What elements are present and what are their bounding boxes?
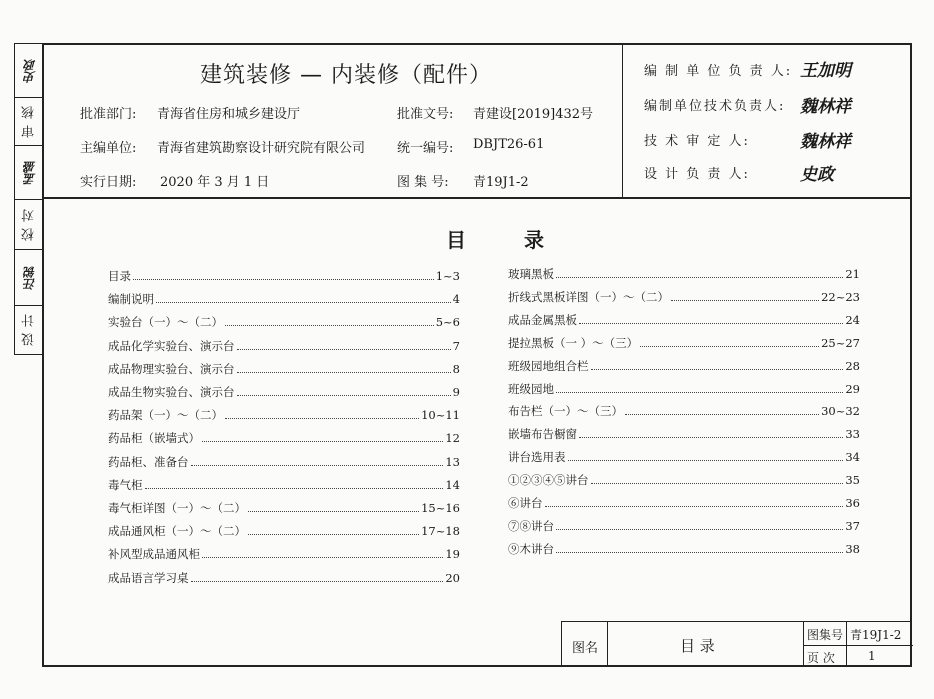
toc-leader-dots xyxy=(191,581,444,582)
serial-label: 统一编号: xyxy=(397,141,454,156)
toc-leader-dots xyxy=(591,483,844,484)
toc-entry-title: ⑦⑧讲台 xyxy=(508,518,554,533)
toc-right-entry xyxy=(508,289,860,305)
toc-entry-title: 成品物理实验台、演示台 xyxy=(108,361,235,376)
design-label-cell xyxy=(15,306,43,354)
toc-entry-page: 35 xyxy=(845,473,860,488)
toc-leader-dots xyxy=(556,277,843,278)
toc-entry-page: 15~16 xyxy=(421,501,460,515)
toc-entry-title: 布告栏（一）～（三） xyxy=(508,404,623,419)
toc-entry-title: 成品通风柜（一）～（二） xyxy=(108,524,246,539)
toc-left-entry xyxy=(108,430,460,446)
toc-right-entry xyxy=(508,426,860,442)
toc-entry-title: 讲台选用表 xyxy=(508,450,566,465)
toc-entry-page: 25~27 xyxy=(821,335,860,350)
review-sig-cell xyxy=(15,44,43,98)
toc-entry-page: 34 xyxy=(845,450,860,465)
toc-leader-dots xyxy=(579,323,843,324)
toc-title-char-2: 录 xyxy=(524,228,546,252)
title-block-page-label: 页 次 xyxy=(807,651,835,665)
toc-leader-dots xyxy=(156,302,451,303)
toc-entry-page: 38 xyxy=(845,541,860,556)
approve-dept-label: 批准部门: xyxy=(80,107,137,122)
toc-entry-title: 编制说明 xyxy=(108,292,154,307)
toc-entry-title: ⑨木讲台 xyxy=(508,541,554,556)
atlas-title: 建筑装修 — 内装修（配件） xyxy=(200,63,492,88)
toc-left-entry xyxy=(108,407,460,423)
toc-entry-title: 毒气柜 xyxy=(108,477,143,492)
toc-leader-dots xyxy=(237,395,451,396)
proof-label-cell xyxy=(15,200,43,250)
review-label-cell xyxy=(15,98,43,146)
toc-right-entry xyxy=(508,518,860,534)
title-block-atlas-label: 图集号 xyxy=(807,628,844,642)
toc-leader-dots xyxy=(556,392,843,393)
toc-entry-page: 20 xyxy=(445,570,460,585)
toc-right-entry xyxy=(508,403,860,419)
toc-entry-page: 30~32 xyxy=(821,404,860,419)
toc-left-entry xyxy=(108,477,460,493)
design-signature: 汪锐 xyxy=(22,265,37,290)
toc-left-entry xyxy=(108,500,460,516)
review-signature: 史政 xyxy=(22,58,37,83)
resp-label-4: 设 计 负 责 人: xyxy=(644,167,750,182)
toc-left-entry xyxy=(108,314,460,330)
toc-right-entry xyxy=(508,312,860,328)
resp-sig-4: 史政 xyxy=(800,165,834,185)
title-block xyxy=(561,621,912,667)
toc-entry-title: 成品生物实验台、演示台 xyxy=(108,385,235,399)
toc-right-entry xyxy=(508,358,860,374)
toc-title xyxy=(446,224,546,253)
toc-entry-page: 29 xyxy=(845,381,860,396)
toc-leader-dots xyxy=(237,349,451,350)
toc-leader-dots xyxy=(248,534,419,535)
toc-left-entry xyxy=(108,454,460,470)
toc-title-char-1: 目 xyxy=(446,228,468,252)
toc-entry-title: 成品语言学习桌 xyxy=(108,570,189,585)
resp-label-1: 编 制 单 位 负 责 人: xyxy=(644,64,793,79)
toc-right-entry xyxy=(508,472,860,488)
editor: 青海省建筑勘察设计研究院有限公司 xyxy=(157,141,366,156)
resp-label-2: 编制单位技术负责人: xyxy=(644,99,786,114)
design-sig-cell xyxy=(15,250,43,306)
toc-entry-title: 实验台（一）～（二） xyxy=(108,315,223,330)
toc-right-entry xyxy=(508,449,860,465)
toc-entry-title: 药品柜（嵌墙式） xyxy=(108,431,200,446)
toc-entry-page: 19 xyxy=(445,547,460,562)
approve-no-label: 批准文号: xyxy=(397,107,454,122)
toc-entry-page: 17~18 xyxy=(421,524,460,539)
toc-leader-dots xyxy=(248,511,419,512)
toc-leader-dots xyxy=(145,488,444,489)
toc-leader-dots xyxy=(568,460,844,461)
toc-entry-page: 9 xyxy=(452,385,460,399)
resp-sig-2: 魏林祥 xyxy=(800,97,851,117)
toc-entry-title: 班级园地 xyxy=(508,381,554,396)
toc-entry-page: 24 xyxy=(845,312,860,327)
toc-entry-page: 10~11 xyxy=(421,408,460,423)
toc-leader-dots xyxy=(556,529,843,530)
toc-entry-page: 12 xyxy=(445,431,460,446)
toc-entry-title: ①②③④⑤讲台 xyxy=(508,473,589,488)
toc-leader-dots xyxy=(191,465,444,466)
toc-entry-page: 8 xyxy=(452,361,460,376)
serial: DBJT26-61 xyxy=(473,137,545,152)
title-block-name-label: 图名 xyxy=(572,641,599,656)
editor-label: 主编单位: xyxy=(80,141,137,156)
toc-entry-title: 毒气柜详图（一）～（二） xyxy=(108,501,246,515)
resp-label-3: 技 术 审 定 人: xyxy=(644,134,750,149)
toc-entry-page: 7 xyxy=(452,338,460,353)
toc-entry-page: 37 xyxy=(845,518,860,533)
toc-entry-title: 提拉黑板（一 ）～（三） xyxy=(508,335,639,350)
toc-left-entry xyxy=(108,384,460,400)
toc-entry-title: 药品柜、准备台 xyxy=(108,454,189,469)
toc-entry-page: 13 xyxy=(445,454,460,469)
toc-left-entry xyxy=(108,546,460,562)
toc-entry-title: ⑥讲台 xyxy=(508,496,543,510)
proof-label: 校 对 xyxy=(21,207,37,242)
toc-leader-dots xyxy=(202,441,443,442)
toc-leader-dots xyxy=(556,552,843,553)
toc-leader-dots xyxy=(545,506,844,507)
toc-leader-dots xyxy=(133,279,434,280)
header-divider xyxy=(42,197,912,199)
toc-entry-page: 5~6 xyxy=(435,315,460,330)
toc-entry-page: 21 xyxy=(845,267,860,281)
toc-left-entry xyxy=(108,338,460,354)
date: 2020 年 3 月 1 日 xyxy=(160,175,270,190)
title-block-page: 1 xyxy=(868,649,876,663)
toc-entry-page: 22~23 xyxy=(821,289,860,304)
toc-right-entry xyxy=(508,335,860,351)
toc-entry-page: 14 xyxy=(445,477,460,492)
title-block-atlas: 青19J1-2 xyxy=(850,628,902,642)
toc-left-entry xyxy=(108,268,460,284)
toc-left-entry xyxy=(108,361,460,377)
toc-leader-dots xyxy=(225,418,419,419)
toc-right-entry xyxy=(508,266,860,282)
proof-sig-cell xyxy=(15,146,43,200)
design-label: 设 计 xyxy=(21,313,37,347)
toc-left-entry xyxy=(108,291,460,307)
toc-right-entry xyxy=(508,381,860,397)
approve-dept: 青海省住房和城乡建设厅 xyxy=(157,107,301,122)
toc-leader-dots xyxy=(640,346,819,347)
toc-entry-title: 目录 xyxy=(108,269,131,283)
toc-entry-title: 班级园地组合栏 xyxy=(508,358,589,373)
proof-signature: 孟盛 xyxy=(22,160,37,185)
approve-no: 青建设[2019]432号 xyxy=(473,107,594,122)
atlas-no: 青19J1-2 xyxy=(473,175,529,190)
toc-entry-title: 药品架（一）～（二） xyxy=(108,408,223,423)
toc-left-entry xyxy=(108,570,460,586)
toc-leader-dots xyxy=(671,300,819,301)
toc-entry-title: 折线式黑板详图（一）～（二） xyxy=(508,289,669,304)
toc-right-entry xyxy=(508,495,860,511)
toc-leader-dots xyxy=(591,369,844,370)
toc-leader-dots xyxy=(237,372,451,373)
toc-entry-page: 36 xyxy=(845,496,860,510)
toc-entry-page: 4 xyxy=(452,292,460,307)
toc-leader-dots xyxy=(202,557,443,558)
toc-entry-title: 成品金属黑板 xyxy=(508,312,577,327)
review-label: 审 核 xyxy=(21,104,37,139)
signature-strip xyxy=(14,43,44,355)
toc-leader-dots xyxy=(579,437,843,438)
toc-leader-dots xyxy=(225,325,434,326)
toc-entry-page: 1~3 xyxy=(435,269,460,283)
toc-entry-title: 成品化学实验台、演示台 xyxy=(108,338,235,353)
date-label: 实行日期: xyxy=(80,175,137,190)
toc-entry-page: 28 xyxy=(845,358,860,373)
toc-left-entry xyxy=(108,523,460,539)
resp-sig-1: 王加明 xyxy=(800,61,851,81)
toc-entry-title: 补风型成品通风柜 xyxy=(108,547,200,562)
toc-leader-dots xyxy=(625,414,819,415)
resp-sig-3: 魏林祥 xyxy=(800,132,851,152)
toc-entry-title: 玻璃黑板 xyxy=(508,267,554,281)
toc-entry-title: 嵌墙布告橱窗 xyxy=(508,427,577,442)
header-split xyxy=(622,43,623,198)
title-block-name: 目 录 xyxy=(680,637,715,655)
atlas-label: 图 集 号: xyxy=(397,175,449,190)
toc-entry-page: 33 xyxy=(845,427,860,442)
toc-right-entry xyxy=(508,541,860,557)
